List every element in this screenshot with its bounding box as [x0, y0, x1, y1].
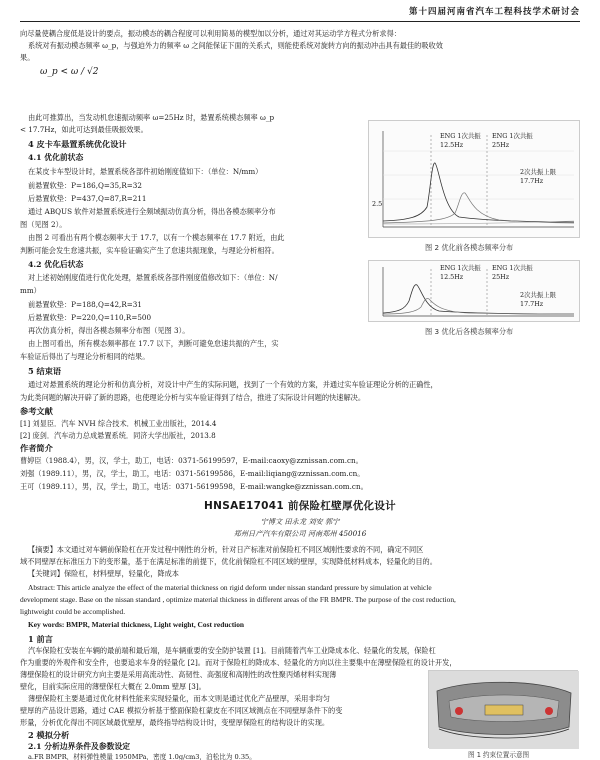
article2-title: HNSAE17041 前保险杠壁厚优化设计 — [204, 500, 396, 512]
sec42-l3: 前悬置软垫：P=188,Q=42,R=31 — [28, 300, 142, 309]
art2-sec1-l5: 薄壁保险杠主要是通过优化材料性能来实现轻量化，而本文则是通过优化产品壁厚，采用非均匀 — [28, 694, 330, 703]
abstract-cn-2: 域不同壁厚在标准压力下的变形量，基于在满足标准的前提下，优化前保险杠不同区域的壁厚，实现降低材料成本，轻量化的目的。 — [20, 557, 437, 566]
abstract-en-3: lightweight could be accomplished. — [20, 607, 126, 616]
fig2-legend2: ENG 1次共振 — [492, 132, 533, 140]
sec41-l7: 判断可能会发生怠速共振，实车验证确实产生了怠速共振现象，与理论分析相符。 — [20, 246, 279, 255]
p1-line4: 由此可推算出，当发动机怠速振动频率 ω=25Hz 时，悬置系统模态频率 ω_p — [28, 113, 275, 122]
art2-sec1-title: 1 前言 — [28, 634, 53, 644]
fig2-legend3: 2次共振上限 — [520, 168, 557, 176]
journal-header — [20, 6, 580, 22]
art2-sec1-l6: 壁厚的产品设计思路，通过 CAE 模拟分析基于整面保险杠蒙皮在不同区域测点在不同壁厚条件下的变 — [20, 706, 343, 715]
ref-2: [2] 庞剑．汽车动力总成悬置系统．同济大学出版社，2013.8 — [20, 431, 216, 440]
sec42-l1: 对上述初始刚度值进行优化处理，悬置系统各部件刚度值修改如下：（单位：N/ — [28, 273, 278, 282]
fig2-caption: 图 2 优化前各模态频率分布 — [425, 243, 514, 252]
figure-1-bumper-image — [428, 670, 578, 748]
art2-sec1-l2: 作为重要的外观件和安全件，也要追求车身的轻量化 [2]。而对于保险杠的降成本、轻量化的方向以往主要集中在薄壁保险杠的设计开发， — [20, 658, 457, 667]
article2-authors: 宁博文 田永龙 刘安 郭宁 — [260, 517, 340, 526]
sec41-l6: 由图 2 可看出有两个模态频率大于 17.7，以有一个模态频率在 17.7 附近，由此 — [28, 233, 285, 242]
p1-line1: 向尽量使耦合度低是设计的要点，振动模态的耦合程度可以利用简易的模型加以分析，通过对其运动学方程式分析求得： — [20, 29, 401, 38]
art2-sec21-title: 2.1 分析边界条件及参数设定 — [28, 742, 131, 751]
fig3-caption: 图 3 优化后各模态频率分布 — [425, 327, 514, 336]
sec5-l1: 通过对悬置系统的理论分析和仿真分析，对设计中产生的实际问题，找到了一个有效的方案，并通过实车验证理论分析的正确性， — [28, 380, 438, 389]
fig2-legend4: 17.7Hz — [520, 177, 544, 185]
art2-sec21-l1: a.FR BMPR，材料弹性模量 1950MPa，密度 1.0g/cm3，泊松比为 0.35。 — [28, 753, 256, 760]
p1-line3: 果。 — [20, 53, 35, 62]
abstract-cn-1: 【摘要】本文通过对车辆前保险杠在开发过程中刚性的分析，针对日产标准对前保险杠不同区域刚性要求的不同，确定不同区 — [28, 545, 424, 554]
art2-sec1-l1: 汽车保险杠安装在车辆的最前端和最后端，是车辆重要的安全防护装置 [1]。目前随着汽车工业降成本化、轻量化的发展，保险杠 — [28, 646, 436, 655]
fig2-legend2b: 25Hz — [492, 141, 510, 149]
fig3-legend1b: 12.5Hz — [440, 273, 464, 281]
art2-sec1-l4: 壁化，目前实际应用的薄壁保杠大概在 2.0mm 壁厚 [3]。 — [20, 682, 206, 691]
keywords-en: Key words: BMPR, Material thickness, Light weight, Cost reduction — [28, 620, 245, 629]
fig3-legend4: 17.7Hz — [520, 300, 544, 308]
sec41-l4: 通过 ABQUS 软件对悬置系统进行全频域振动仿真分析，得出各模态频率分布 — [28, 207, 276, 216]
sec41-l3: 后悬置软垫：P=437,Q=87,R=211 — [28, 194, 147, 203]
sec4-title: 4 皮卡车悬置系统优化设计 — [28, 139, 127, 149]
sec41-l2: 前悬置软垫：P=186,Q=35,R=32 — [28, 181, 142, 190]
abstract-en-2: development stage. Base on the nissan standard , optimize material thickness in different areas of the FR BMPR. The purpose of the cost reduction, — [20, 595, 456, 604]
sec42-l6: 由上图可看出，所有模态频率都在 17.7 以下，判断可避免怠速共振的产生，实 — [28, 339, 279, 348]
fig2-legend1: ENG 1次共振 — [440, 132, 481, 140]
p1-line5: < 17.7Hz，如此可达到最佳吸振效果。 — [20, 125, 148, 134]
author-intro-3: 王可（1989.11），男，汉，学士，助工，电话：0371-56199598，E-mail:wangke@zznissan.com.cn。 — [20, 482, 368, 491]
fig2-legend1b: 12.5Hz — [440, 141, 464, 149]
sec42-l7: 车验证后得出了与理论分析相同的结果。 — [20, 352, 150, 361]
journal-title: 第十四届河南省汽车工程科技学术研讨会 — [408, 7, 580, 17]
art2-sec2-title: 2 模拟分析 — [28, 730, 70, 740]
sec42-title: 4.2 优化后状态 — [28, 260, 84, 269]
p1-line2: 系统对有振动模态频率 ω_p，与强迫外力的频率 ω 之间能保证下面的关系式，则能使系统对旋转方向的振动冲击具有最佳的吸收效 — [28, 41, 443, 50]
author-intro-1: 曹婷臣（1988.4），男，汉，学士，助工，电话：0371-56199597，E-mail:caoxy@zznissan.com.cn。 — [20, 456, 363, 465]
formula: ω_p < ω / √2 — [40, 67, 99, 77]
abstract-en-1: Abstract: This article analyze the effect of the material thickness on rigid deform under nissan standard pressure by simulation at vehicle — [28, 583, 432, 592]
sec5-title: 5 结束语 — [28, 366, 62, 376]
sec41-l5: 图（见图 2）。 — [20, 220, 67, 229]
bumper-svg — [429, 671, 579, 749]
ref-1: [1] 刘显臣．汽车 NVH 综合技术．机械工业出版社，2014.4 — [20, 419, 217, 428]
sec42-l2: mm） — [20, 286, 41, 295]
fig3-legend2b: 25Hz — [492, 273, 510, 281]
sec41-l1: 在某皮卡车型设计时，悬置系统各部件初始刚度值如下：（单位：N/mm） — [28, 167, 263, 176]
author-intro-2: 刘强（1989.11），男，汉，学士，助工，电话：0371-56199586，E-mail:liqiang@zznissan.com.cn。 — [20, 469, 365, 478]
fig3-legend2: ENG 1次共振 — [492, 264, 533, 272]
sec42-l5: 再次仿真分析，得出各模态频率分布图（见图 3）。 — [28, 326, 190, 335]
authors-intro-title: 作者简介 — [20, 443, 53, 453]
fig1-caption: 图 1 约束位置示意图 — [468, 751, 530, 759]
art2-sec1-l3: 薄壁保险杠的设计研究方向主要是采用高流动性、高韧性、高强度和高刚性的改性聚丙烯材料实现薄 — [20, 670, 337, 679]
sec41-title: 4.1 优化前状态 — [28, 153, 84, 162]
fig2-axis-label: 2.5 — [372, 200, 383, 208]
art2-sec1-l7: 形量，分析优化得出不同区域最优壁厚，最终指导结构设计时，变壁厚保险杠的结构设计的实现。 — [20, 718, 330, 727]
sec5-l2: 为此类问题的解决开辟了新的思路，也使理论分析与实车验证得到了结合，推进了实际设计问题的快速解决。 — [20, 393, 366, 402]
sec42-l4: 后悬置软垫：P=220,Q=110,R=500 — [28, 313, 152, 322]
fig3-legend3: 2次共振上限 — [520, 291, 557, 299]
article2-affiliation: 郑州日产汽车有限公司 河南郑州 450016 — [233, 529, 367, 538]
keywords-cn: 【关键词】保险杠，材料壁厚，轻量化，降成本 — [28, 569, 179, 578]
fig3-legend1: ENG 1次共振 — [440, 264, 481, 272]
refs-title: 参考文献 — [20, 406, 53, 416]
